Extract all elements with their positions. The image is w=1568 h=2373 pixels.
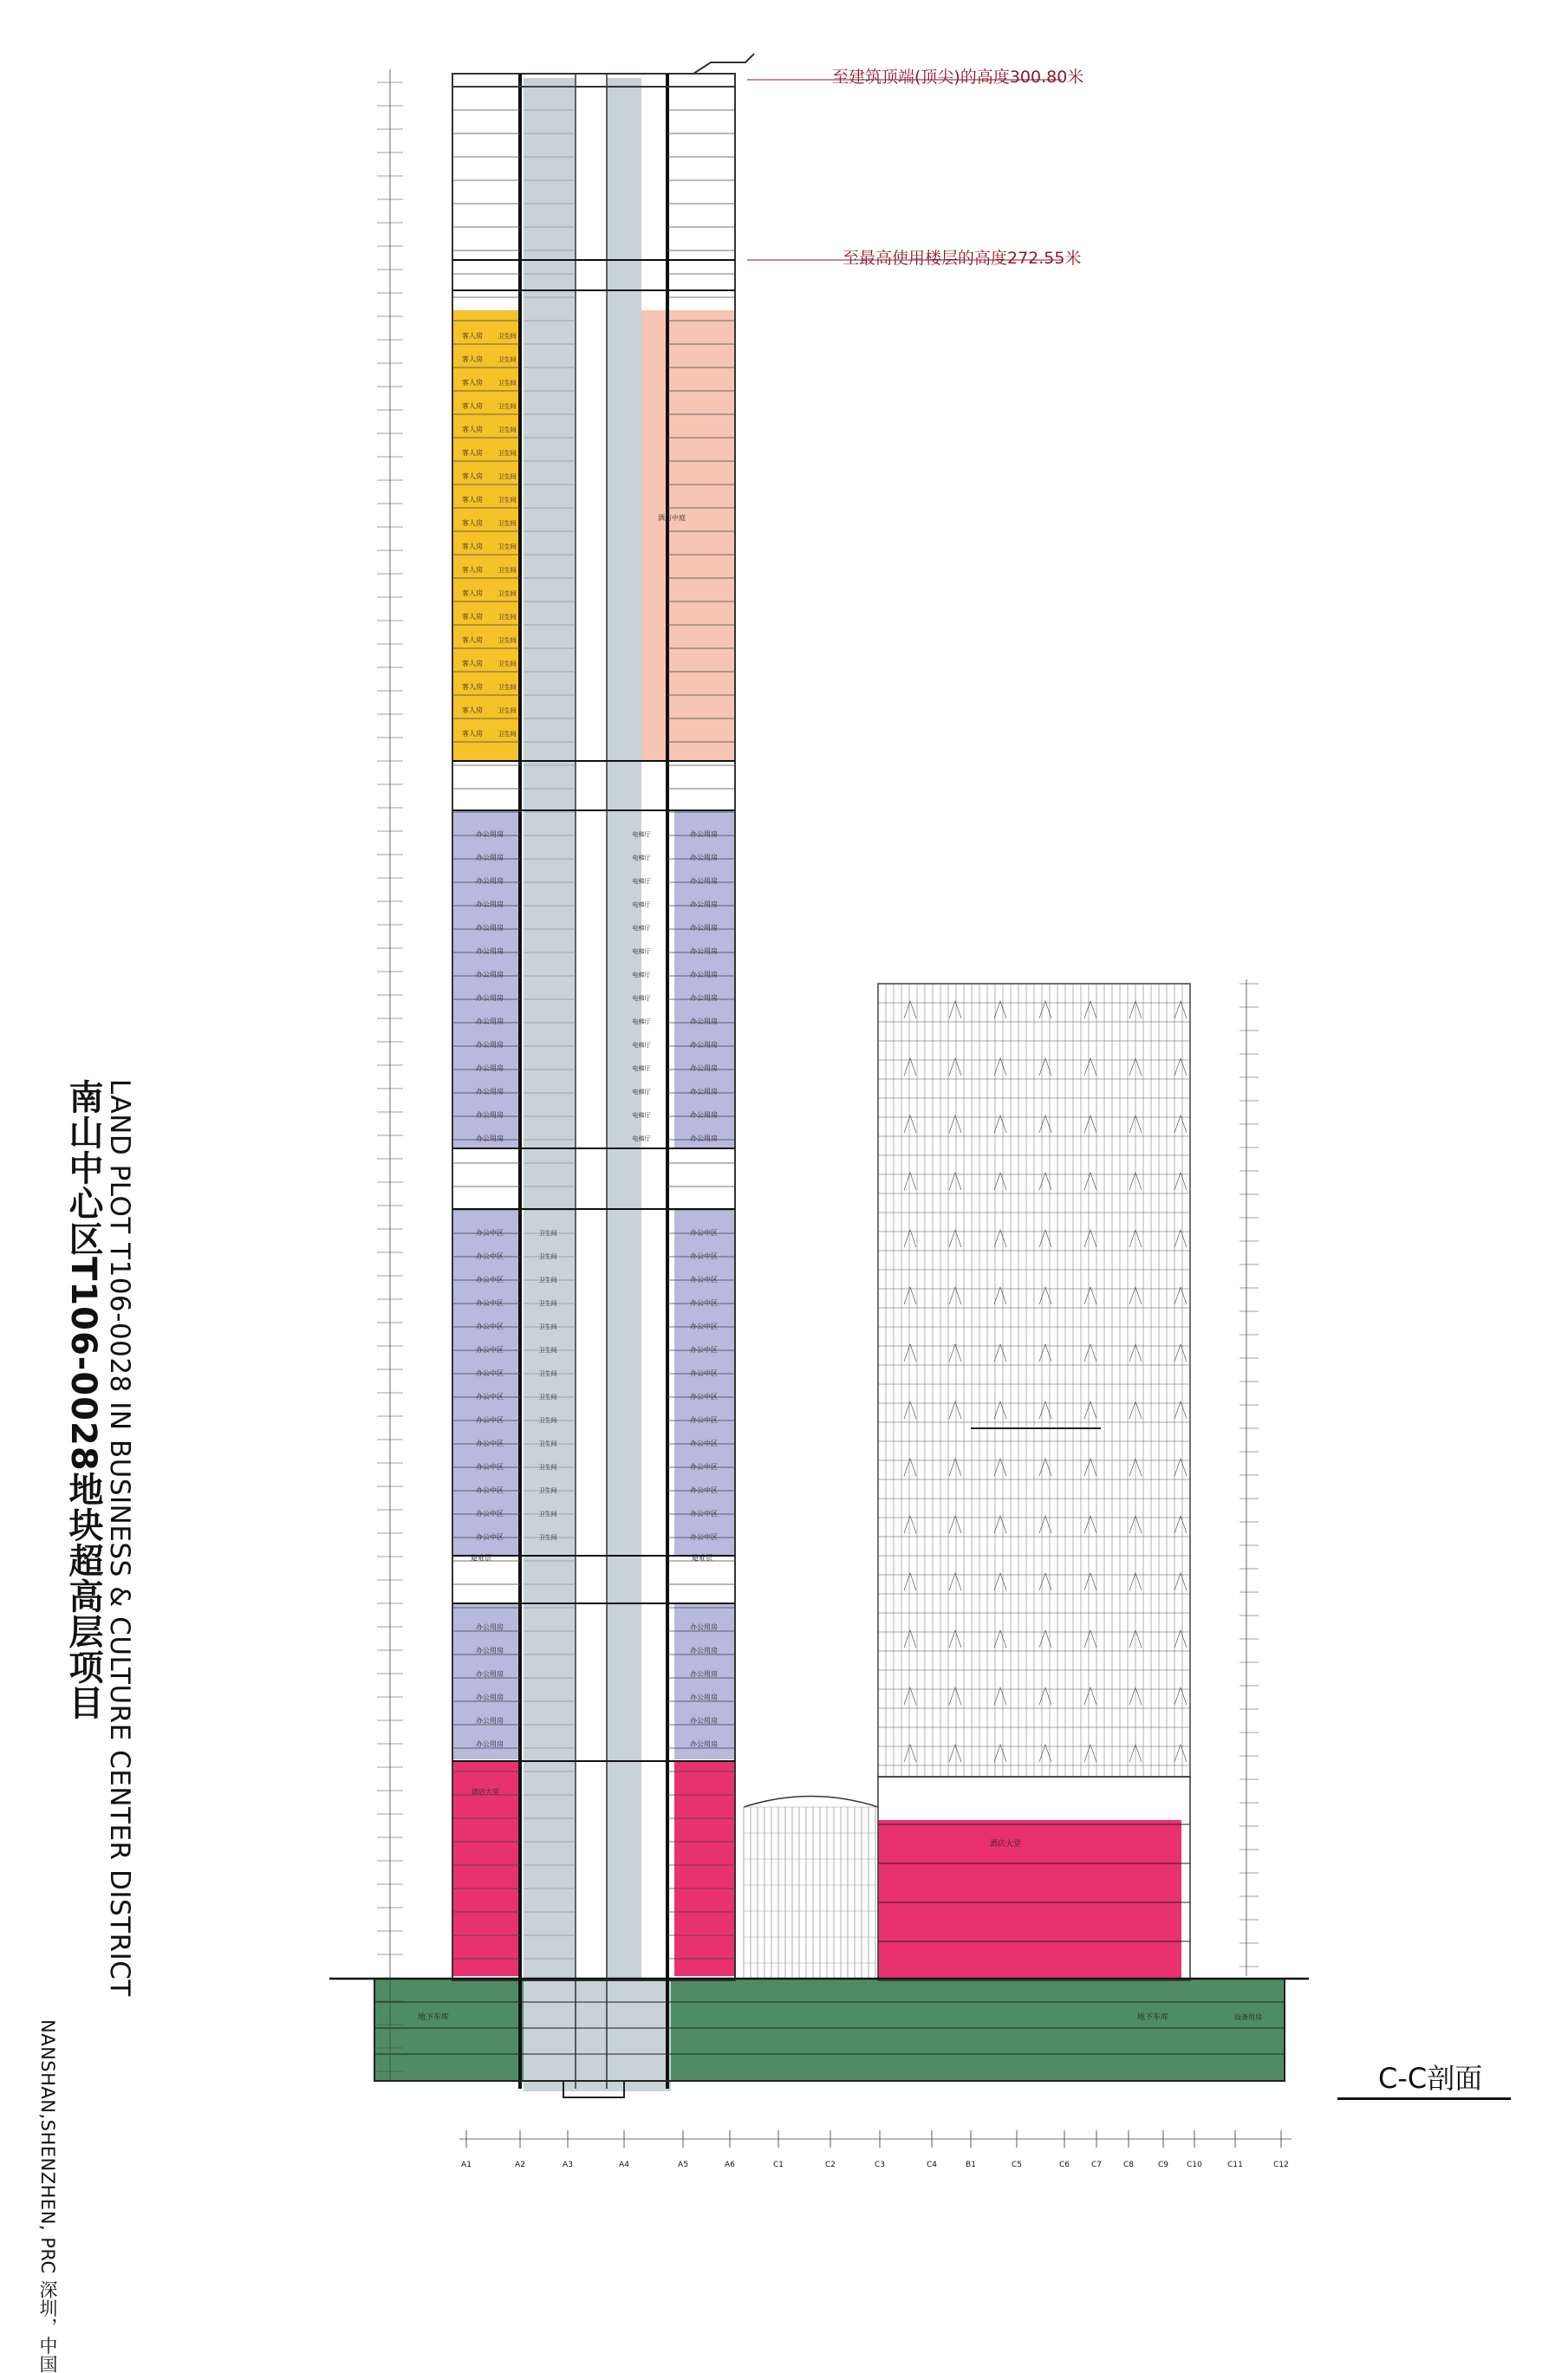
facade-brace bbox=[1084, 1516, 1096, 1533]
room-label: 卫生间 bbox=[498, 731, 517, 738]
room-label: 客人房 bbox=[462, 589, 483, 597]
facade-brace bbox=[1174, 1058, 1187, 1076]
room-label: 卫生间 bbox=[498, 333, 517, 340]
podium-retail-right bbox=[674, 1761, 735, 1976]
facade-brace bbox=[949, 1687, 961, 1705]
top-height-annotation: 至建筑顶端(顶尖)的高度300.80米 bbox=[832, 68, 1084, 87]
room-label: 卫生间 bbox=[498, 380, 517, 387]
room-label: 卫生间 bbox=[538, 1323, 557, 1330]
facade-brace bbox=[994, 1058, 1006, 1076]
facade-brace bbox=[994, 1115, 1006, 1133]
facade-brace bbox=[994, 1287, 1006, 1304]
room-label: 办公用房 bbox=[476, 971, 504, 978]
facade-brace bbox=[949, 1344, 961, 1362]
room-label: 办公用房 bbox=[476, 947, 504, 955]
room-label: 办公中区 bbox=[476, 1416, 504, 1424]
atrium-roof bbox=[744, 1797, 878, 1808]
room-label: 办公用房 bbox=[690, 1111, 718, 1119]
facade-brace bbox=[1084, 1001, 1096, 1018]
room-label: 客人房 bbox=[462, 636, 483, 644]
room-label: 办公用房 bbox=[476, 1670, 504, 1678]
facade-brace bbox=[1174, 1401, 1187, 1419]
room-label: 卫生间 bbox=[538, 1347, 557, 1354]
room-label: 办公用房 bbox=[476, 900, 504, 908]
facade-brace bbox=[949, 1115, 961, 1133]
grid-axis-label: A4 bbox=[619, 2161, 629, 2169]
facade-brace bbox=[904, 1516, 916, 1533]
room-label: 办公用房 bbox=[476, 1623, 504, 1631]
room-label: 客人房 bbox=[462, 660, 483, 667]
room-label: 办公用房 bbox=[690, 994, 718, 1002]
facade-brace bbox=[1084, 1687, 1096, 1705]
room-label: 办公中区 bbox=[476, 1486, 504, 1494]
facade-brace bbox=[949, 1287, 961, 1304]
room-label: 客人房 bbox=[462, 449, 483, 457]
facade-brace bbox=[949, 1230, 961, 1247]
grid-axis-label: C5 bbox=[1011, 2161, 1023, 2169]
room-label: 客人房 bbox=[462, 355, 483, 363]
room-label: 电梯厅 bbox=[632, 1065, 651, 1072]
room-label: 电梯厅 bbox=[632, 995, 651, 1002]
room-label: 卫生间 bbox=[538, 1511, 557, 1518]
grid-axis-label: C8 bbox=[1122, 2161, 1135, 2169]
section-label: C-C剖面 bbox=[1378, 2062, 1483, 2095]
room-label: 客人房 bbox=[462, 613, 483, 621]
facade-brace bbox=[994, 1344, 1006, 1362]
room-label: 电梯厅 bbox=[632, 1112, 651, 1119]
room-label: 办公用房 bbox=[690, 877, 718, 885]
room-label: 卫生间 bbox=[498, 567, 517, 574]
room-label: 卫生间 bbox=[498, 403, 517, 410]
grid-axis-label: C12 bbox=[1273, 2161, 1289, 2169]
grid-axis-label: C7 bbox=[1090, 2161, 1103, 2169]
room-label: 办公用房 bbox=[476, 854, 504, 861]
room-label: 客人房 bbox=[462, 706, 483, 714]
room-label: 办公中区 bbox=[476, 1299, 504, 1307]
facade-brace bbox=[994, 1516, 1006, 1533]
facade-brace bbox=[904, 1344, 916, 1362]
room-label: 客人房 bbox=[462, 566, 483, 574]
room-label: 避难层 bbox=[692, 1554, 712, 1562]
room-label: 卫生间 bbox=[538, 1487, 557, 1494]
facade-brace bbox=[1174, 1287, 1187, 1304]
room-label: 办公中区 bbox=[476, 1229, 504, 1237]
facade-brace bbox=[904, 1630, 916, 1648]
room-label: 办公中区 bbox=[476, 1252, 504, 1260]
facade-brace bbox=[904, 1287, 916, 1304]
facade-brace bbox=[1084, 1058, 1096, 1076]
room-label: 办公用房 bbox=[690, 1694, 718, 1701]
grid-axis-label: C4 bbox=[926, 2161, 938, 2169]
room-label: 酒店大堂 bbox=[989, 1840, 1022, 1849]
room-label: 办公中区 bbox=[476, 1440, 504, 1447]
room-label: 办公用房 bbox=[690, 1647, 718, 1655]
room-label: 办公用房 bbox=[476, 1694, 504, 1701]
room-label: 电梯厅 bbox=[632, 1135, 651, 1142]
room-label: 办公用房 bbox=[476, 994, 504, 1002]
room-label: 卫生间 bbox=[538, 1277, 557, 1284]
room-label: 办公中区 bbox=[476, 1323, 504, 1330]
facade-brace bbox=[949, 1173, 961, 1190]
room-label: 办公中区 bbox=[690, 1276, 718, 1284]
room-label: 办公用房 bbox=[690, 1017, 718, 1025]
facade-brace bbox=[994, 1745, 1006, 1762]
facade-brace bbox=[949, 1058, 961, 1076]
room-label: 客人房 bbox=[462, 379, 483, 387]
room-label: 电梯厅 bbox=[632, 972, 651, 978]
room-label: 办公用房 bbox=[476, 1111, 504, 1119]
room-label: 酒店中庭 bbox=[658, 514, 686, 522]
room-label: 卫生间 bbox=[538, 1440, 557, 1447]
room-label: 地下车库 bbox=[1136, 2013, 1169, 2022]
max-use-height-annotation: 至最高使用楼层的高度272.55米 bbox=[843, 249, 1082, 268]
facade-brace bbox=[994, 1230, 1006, 1247]
room-label: 办公用房 bbox=[690, 900, 718, 908]
facade-brace bbox=[994, 1173, 1006, 1190]
grid-axis-label: A6 bbox=[725, 2161, 735, 2169]
room-label: 办公用房 bbox=[476, 1017, 504, 1025]
facade-brace bbox=[904, 1230, 916, 1247]
facade-brace bbox=[1084, 1115, 1096, 1133]
room-label: 办公用房 bbox=[690, 1717, 718, 1725]
room-label: 办公中区 bbox=[690, 1369, 718, 1377]
core-shaft-right bbox=[607, 78, 641, 2089]
basement-zone bbox=[374, 1979, 1285, 2081]
facade-brace bbox=[904, 1173, 916, 1190]
facade-brace bbox=[904, 1745, 916, 1762]
room-label: 办公用房 bbox=[690, 1041, 718, 1049]
project-title-cn: 南山中心区T106-0028地块超高层项目 bbox=[63, 1079, 103, 1720]
room-label: 卫生间 bbox=[498, 684, 517, 691]
facade-brace bbox=[994, 1401, 1006, 1419]
room-label: 客人房 bbox=[462, 683, 483, 691]
room-label: 卫生间 bbox=[498, 450, 517, 457]
room-label: 办公中区 bbox=[690, 1323, 718, 1330]
room-label: 办公用房 bbox=[476, 1647, 504, 1655]
room-label: 设备用房 bbox=[1234, 2013, 1262, 2021]
grid-axis-label: C2 bbox=[824, 2161, 836, 2169]
room-label: 卫生间 bbox=[498, 543, 517, 550]
room-label: 办公用房 bbox=[690, 947, 718, 955]
office-zone-mid-right bbox=[674, 1209, 735, 1556]
grid-axis-label: C10 bbox=[1187, 2161, 1202, 2169]
room-label: 办公用房 bbox=[476, 830, 504, 838]
facade-brace bbox=[1084, 1230, 1096, 1247]
core-shaft-left bbox=[524, 78, 576, 2089]
room-label: 电梯厅 bbox=[632, 925, 651, 932]
room-label: 电梯厅 bbox=[632, 878, 651, 885]
office-zone-mid-left bbox=[452, 1209, 520, 1556]
facade-brace bbox=[1084, 1745, 1096, 1762]
facade-brace bbox=[904, 1115, 916, 1133]
room-label: 办公中区 bbox=[476, 1276, 504, 1284]
facade-brace bbox=[904, 1058, 916, 1076]
core-basement bbox=[524, 1979, 671, 2091]
room-label: 避难层 bbox=[471, 1554, 491, 1562]
room-label: 电梯厅 bbox=[632, 1042, 651, 1049]
facade-brace bbox=[949, 1401, 961, 1419]
facade-brace bbox=[1084, 1459, 1096, 1476]
room-label: 客人房 bbox=[462, 730, 483, 738]
room-label: 客人房 bbox=[462, 332, 483, 340]
room-label: 电梯厅 bbox=[632, 855, 651, 861]
room-label: 办公中区 bbox=[690, 1486, 718, 1494]
tower-crown bbox=[452, 54, 754, 87]
room-label: 酒店大堂 bbox=[472, 1788, 499, 1796]
room-label: 办公用房 bbox=[476, 1064, 504, 1072]
grid-axis-label: B1 bbox=[966, 2161, 976, 2169]
grid-axis-label: A1 bbox=[461, 2161, 472, 2169]
facade-brace bbox=[949, 1745, 961, 1762]
facade-brace bbox=[1084, 1173, 1096, 1190]
room-label: 办公用房 bbox=[690, 1134, 718, 1142]
grid-axis-label: A2 bbox=[515, 2161, 525, 2169]
grid-axis-label: C9 bbox=[1157, 2161, 1169, 2169]
room-label: 办公中区 bbox=[690, 1393, 718, 1401]
facade-brace bbox=[1084, 1573, 1096, 1590]
room-label: 卫生间 bbox=[498, 660, 517, 667]
facade-brace bbox=[1174, 1344, 1187, 1362]
room-label: 办公用房 bbox=[690, 830, 718, 838]
facade-brace bbox=[949, 1630, 961, 1648]
room-label: 办公中区 bbox=[690, 1440, 718, 1447]
facade-brace bbox=[994, 1687, 1006, 1705]
facade-brace bbox=[904, 1001, 916, 1018]
room-label: 卫生间 bbox=[498, 426, 517, 433]
facade-brace bbox=[904, 1573, 916, 1590]
room-label: 客人房 bbox=[462, 496, 483, 504]
room-label: 办公用房 bbox=[690, 1670, 718, 1678]
room-label: 地下车库 bbox=[417, 2013, 450, 2022]
room-label: 卫生间 bbox=[498, 614, 517, 621]
room-label: 办公中区 bbox=[690, 1533, 718, 1541]
podium-retail-east bbox=[878, 1820, 1181, 1980]
room-label: 办公用房 bbox=[690, 924, 718, 932]
room-label: 办公用房 bbox=[476, 924, 504, 932]
facade-brace bbox=[1174, 1516, 1187, 1533]
grid-axis-label: C11 bbox=[1227, 2161, 1243, 2169]
facade-brace bbox=[949, 1516, 961, 1533]
room-label: 电梯厅 bbox=[632, 901, 651, 908]
room-label: 卫生间 bbox=[498, 520, 517, 527]
room-label: 办公中区 bbox=[476, 1346, 504, 1354]
room-label: 客人房 bbox=[462, 426, 483, 433]
room-label: 办公中区 bbox=[476, 1463, 504, 1471]
facade-brace bbox=[904, 1401, 916, 1419]
room-label: 办公用房 bbox=[476, 1134, 504, 1142]
facade-brace bbox=[904, 1687, 916, 1705]
room-label: 办公用房 bbox=[690, 1064, 718, 1072]
room-label: 电梯厅 bbox=[632, 948, 651, 955]
facade-brace bbox=[1174, 1687, 1187, 1705]
room-label: 卫生间 bbox=[498, 497, 517, 504]
facade-brace bbox=[994, 1459, 1006, 1476]
facade-brace bbox=[949, 1001, 961, 1018]
room-label: 办公中区 bbox=[476, 1369, 504, 1377]
room-label: 办公用房 bbox=[476, 1740, 504, 1748]
facade-brace bbox=[1174, 1573, 1187, 1590]
facade-brace bbox=[1174, 1115, 1187, 1133]
room-label: 卫生间 bbox=[538, 1253, 557, 1260]
room-label: 办公用房 bbox=[690, 854, 718, 861]
facade-brace bbox=[949, 1573, 961, 1590]
grid-axis-label: C6 bbox=[1058, 2161, 1070, 2169]
room-label: 卫生间 bbox=[498, 356, 517, 363]
room-label: 卫生间 bbox=[538, 1230, 557, 1237]
grid-axis-label: A3 bbox=[563, 2161, 573, 2169]
room-label: 办公中区 bbox=[690, 1229, 718, 1237]
section-label-underline bbox=[1337, 2097, 1511, 2100]
facade-brace bbox=[1174, 1630, 1187, 1648]
facade-brace bbox=[1174, 1459, 1187, 1476]
room-label: 办公中区 bbox=[476, 1533, 504, 1541]
facade-brace bbox=[1084, 1344, 1096, 1362]
grid-axis-label: C1 bbox=[772, 2161, 784, 2169]
grid-axis-label: C3 bbox=[874, 2161, 886, 2169]
room-label: 卫生间 bbox=[498, 590, 517, 597]
room-label: 办公用房 bbox=[476, 877, 504, 885]
room-label: 卫生间 bbox=[538, 1417, 557, 1424]
room-label: 卫生间 bbox=[538, 1370, 557, 1377]
facade-brace bbox=[1174, 1745, 1187, 1762]
facade-brace bbox=[1084, 1287, 1096, 1304]
project-location: NANSHAN,SHENZHEN, PRC 深圳，中国 bbox=[37, 2019, 58, 2373]
room-label: 办公中区 bbox=[690, 1463, 718, 1471]
room-label: 客人房 bbox=[462, 519, 483, 527]
room-label: 办公中区 bbox=[690, 1299, 718, 1307]
room-label: 办公用房 bbox=[690, 1623, 718, 1631]
room-label: 卫生间 bbox=[538, 1300, 557, 1307]
room-label: 客人房 bbox=[462, 543, 483, 550]
room-label: 卫生间 bbox=[498, 637, 517, 644]
facade-brace bbox=[994, 1573, 1006, 1590]
grid-axis-label: A5 bbox=[678, 2161, 688, 2169]
facade-brace bbox=[949, 1459, 961, 1476]
room-label: 卫生间 bbox=[498, 707, 517, 714]
room-label: 客人房 bbox=[462, 402, 483, 410]
room-label: 电梯厅 bbox=[632, 1018, 651, 1025]
facade-brace bbox=[1174, 1230, 1187, 1247]
facade-brace bbox=[994, 1630, 1006, 1648]
facade-brace bbox=[1084, 1630, 1096, 1648]
facade-brace bbox=[1174, 1173, 1187, 1190]
room-label: 办公用房 bbox=[476, 1717, 504, 1725]
facade-brace bbox=[994, 1001, 1006, 1018]
room-label: 办公中区 bbox=[690, 1346, 718, 1354]
room-label: 办公中区 bbox=[476, 1393, 504, 1401]
room-label: 电梯厅 bbox=[632, 831, 651, 838]
room-label: 电梯厅 bbox=[632, 1089, 651, 1095]
room-label: 办公用房 bbox=[476, 1088, 504, 1095]
room-label: 卫生间 bbox=[498, 473, 517, 480]
room-label: 客人房 bbox=[462, 472, 483, 480]
room-label: 办公中区 bbox=[690, 1416, 718, 1424]
hotel-rooms-zone bbox=[452, 310, 520, 761]
room-label: 办公用房 bbox=[690, 1740, 718, 1748]
room-label: 办公用房 bbox=[690, 971, 718, 978]
room-label: 办公用房 bbox=[690, 1088, 718, 1095]
room-label: 卫生间 bbox=[538, 1464, 557, 1471]
room-label: 办公中区 bbox=[476, 1510, 504, 1518]
facade-brace bbox=[1174, 1001, 1187, 1018]
facade-brace bbox=[1084, 1401, 1096, 1419]
room-label: 办公中区 bbox=[690, 1252, 718, 1260]
room-label: 办公用房 bbox=[476, 1041, 504, 1049]
facade-brace bbox=[904, 1459, 916, 1476]
project-title-en: LAND PLOT T106-0028 IN BUSINESS & CULTURE CENTER DISTRICT bbox=[104, 1079, 135, 1997]
room-label: 办公中区 bbox=[690, 1510, 718, 1518]
room-label: 卫生间 bbox=[538, 1534, 557, 1541]
room-label: 卫生间 bbox=[538, 1394, 557, 1401]
